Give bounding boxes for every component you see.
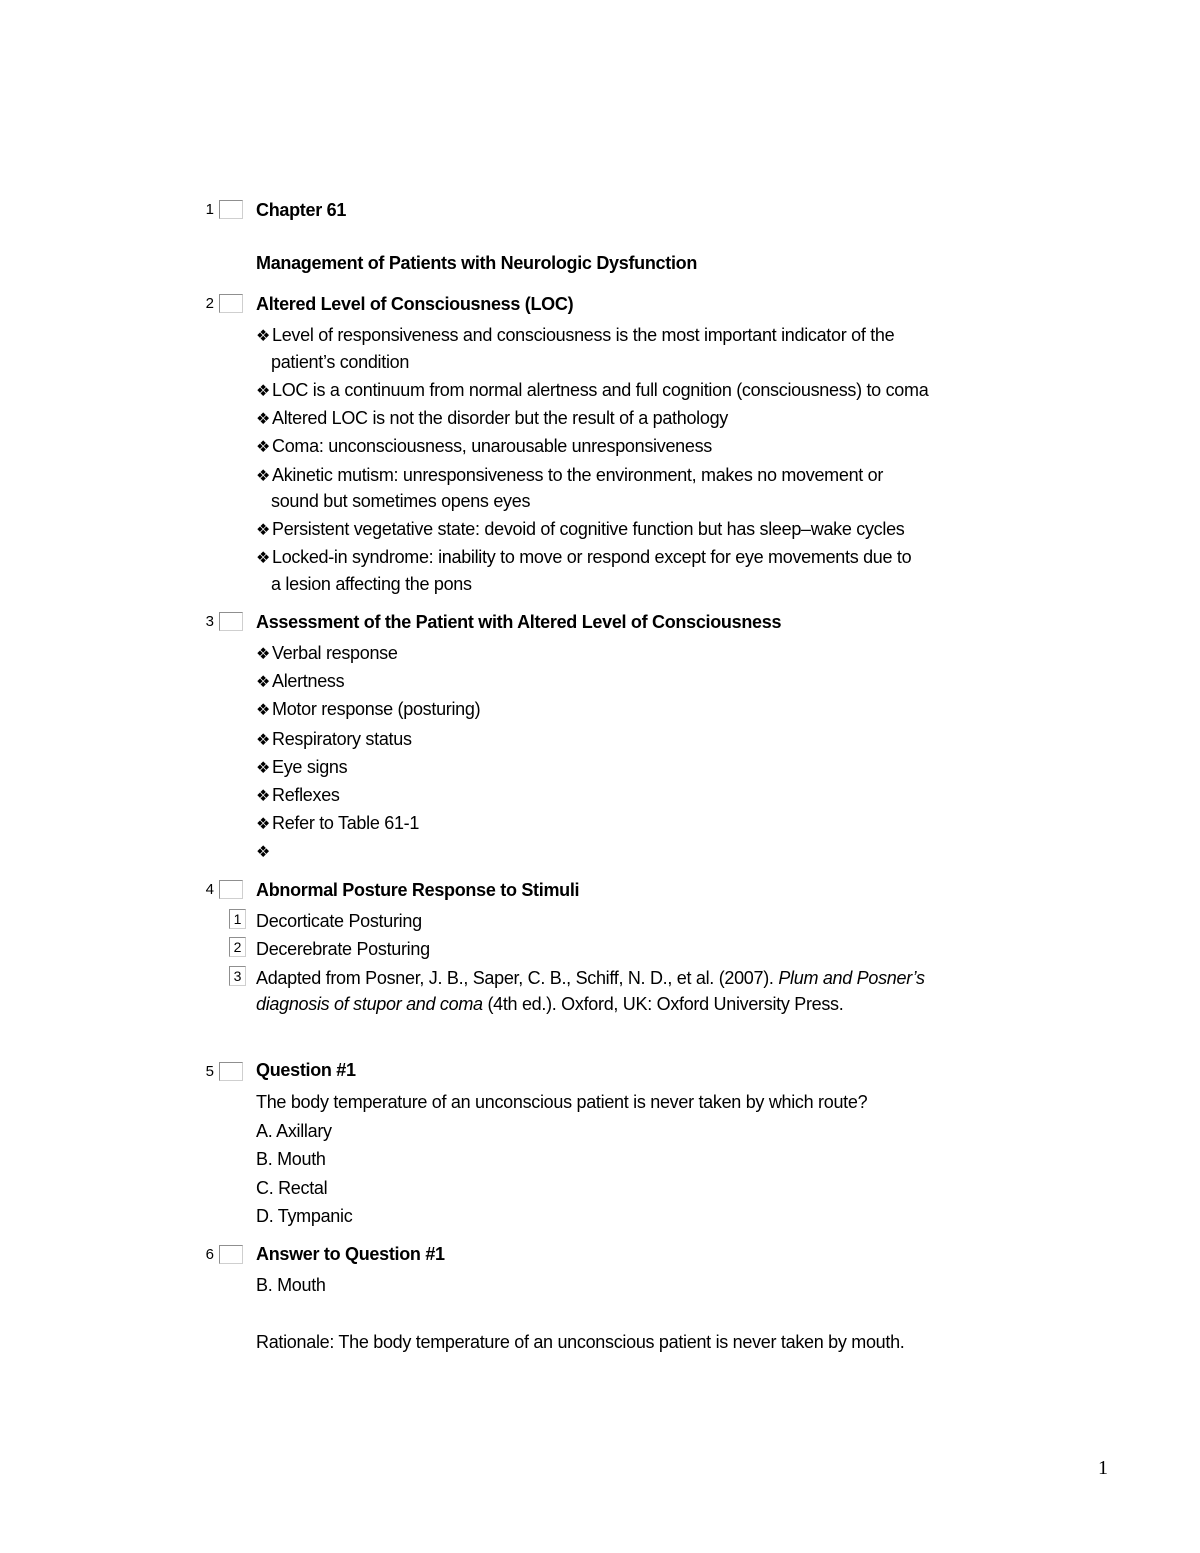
bullet-text: Altered LOC is not the disorder but the result of a pathology (272, 408, 728, 428)
diamond-bullet-icon: ❖ (256, 550, 271, 567)
diamond-bullet-icon: ❖ (256, 411, 271, 428)
slide-title: Question #1 (256, 1060, 356, 1080)
slide-number: 5 (205, 1063, 214, 1080)
bullet-text: LOC is a continuum from normal alertness and full cognition (consciousness) to coma (272, 380, 929, 400)
bullet-item (256, 728, 412, 752)
diamond-bullet-icon: ❖ (256, 788, 271, 805)
slide-thumbnail (219, 1062, 243, 1081)
citation-publisher: (4th ed.). Oxford, UK: Oxford University Press. (482, 994, 844, 1014)
slide-thumbnail (219, 880, 243, 899)
diamond-bullet-icon: ❖ (256, 674, 271, 691)
diamond-bullet-icon: ❖ (256, 522, 271, 539)
answer-option: C. Rectal (256, 1178, 328, 1198)
bullet-text: Persistent vegetative state: devoid of cognitive function but has sleep–wake cycles (272, 519, 905, 539)
slide-thumbnail (219, 612, 243, 631)
answer-option: D. Tympanic (256, 1206, 353, 1226)
slide-number: 4 (205, 881, 214, 898)
slide-title: Abnormal Posture Response to Stimuli (256, 880, 580, 900)
rationale-text: Rationale: The body temperature of an unconscious patient is never taken by mouth. (256, 1332, 905, 1352)
diamond-bullet-icon: ❖ (256, 383, 271, 400)
diamond-bullet-icon: ❖ (256, 646, 271, 663)
bullet-text: Alertness (272, 671, 345, 691)
note-text: Decorticate Posturing (256, 911, 422, 931)
bullet-continuation: sound but sometimes opens eyes (271, 491, 531, 511)
bullet-text: Motor response (posturing) (272, 699, 481, 719)
bullet-text: Akinetic mutism: unresponsiveness to the environment, makes no movement or (272, 465, 884, 485)
slide-number: 1 (205, 201, 214, 218)
bullet-text: Coma: unconsciousness, unarousable unresponsiveness (272, 436, 712, 456)
diamond-bullet-icon: ❖ (256, 328, 271, 345)
bullet-continuation: patient’s condition (271, 352, 410, 372)
slide-title: Assessment of the Patient with Altered Level of Consciousness (256, 612, 782, 632)
bullet-item (256, 407, 728, 431)
bullet-item (256, 670, 344, 694)
diamond-bullet-icon: ❖ (256, 844, 271, 861)
answer-option: B. Mouth (256, 1149, 326, 1169)
slide-number: 3 (205, 613, 214, 630)
diamond-bullet-icon: ❖ (256, 468, 271, 485)
bullet-continuation: a lesion affecting the pons (271, 574, 472, 594)
bullet-text: Locked-in syndrome: inability to move or respond except for eye movements due to (272, 547, 912, 567)
slide-thumbnail (219, 200, 243, 219)
note-number: 3 (229, 966, 246, 986)
citation-authors: Adapted from Posner, J. B., Saper, C. B., Schiff, N. D., et al. (2007). (256, 968, 779, 988)
note-text: Decerebrate Posturing (256, 939, 430, 959)
slide-thumbnail (219, 294, 243, 313)
bullet-item (256, 642, 398, 666)
bullet-text: Level of responsiveness and consciousness is the most important indicator of the (272, 325, 895, 345)
citation-title-part: Plum and Posner’s (778, 968, 925, 988)
slide-thumbnail (219, 1245, 243, 1264)
slide-title: Answer to Question #1 (256, 1244, 445, 1264)
bullet-text: Eye signs (272, 757, 348, 777)
slide-number: 2 (205, 295, 214, 312)
bullet-item (256, 546, 911, 570)
bullet-text: Verbal response (272, 643, 398, 663)
citation-line-2 (256, 993, 843, 1015)
slide-subtitle: Management of Patients with Neurologic Dysfunction (256, 253, 698, 273)
page-number: 1 (1098, 1457, 1108, 1479)
bullet-text: Reflexes (272, 785, 340, 805)
diamond-bullet-icon: ❖ (256, 816, 271, 833)
bullet-item (256, 435, 712, 459)
bullet-text: Respiratory status (272, 729, 412, 749)
bullet-item (256, 464, 883, 488)
slide-title: Chapter 61 (256, 200, 347, 220)
bullet-item (256, 756, 347, 780)
bullet-text: Refer to Table 61-1 (272, 813, 420, 833)
bullet-item (256, 324, 894, 348)
diamond-bullet-icon: ❖ (256, 760, 271, 777)
diamond-bullet-icon: ❖ (256, 732, 271, 749)
slide-title: Altered Level of Consciousness (LOC) (256, 294, 574, 314)
diamond-bullet-icon: ❖ (256, 702, 271, 719)
question-text: The body temperature of an unconscious patient is never taken by which route? (256, 1092, 868, 1112)
bullet-item (256, 518, 904, 542)
answer-text: B. Mouth (256, 1275, 326, 1295)
bullet-item (256, 812, 419, 836)
slide-number: 6 (205, 1246, 214, 1263)
diamond-bullet-icon: ❖ (256, 439, 271, 456)
citation-title-part: diagnosis of stupor and coma (256, 994, 483, 1014)
bullet-item (256, 784, 340, 808)
citation-line-1 (256, 967, 925, 989)
bullet-item (256, 840, 272, 864)
bullet-item (256, 698, 480, 722)
answer-option: A. Axillary (256, 1121, 332, 1141)
note-number: 1 (229, 909, 246, 929)
note-number: 2 (229, 937, 246, 957)
bullet-item (256, 379, 928, 403)
